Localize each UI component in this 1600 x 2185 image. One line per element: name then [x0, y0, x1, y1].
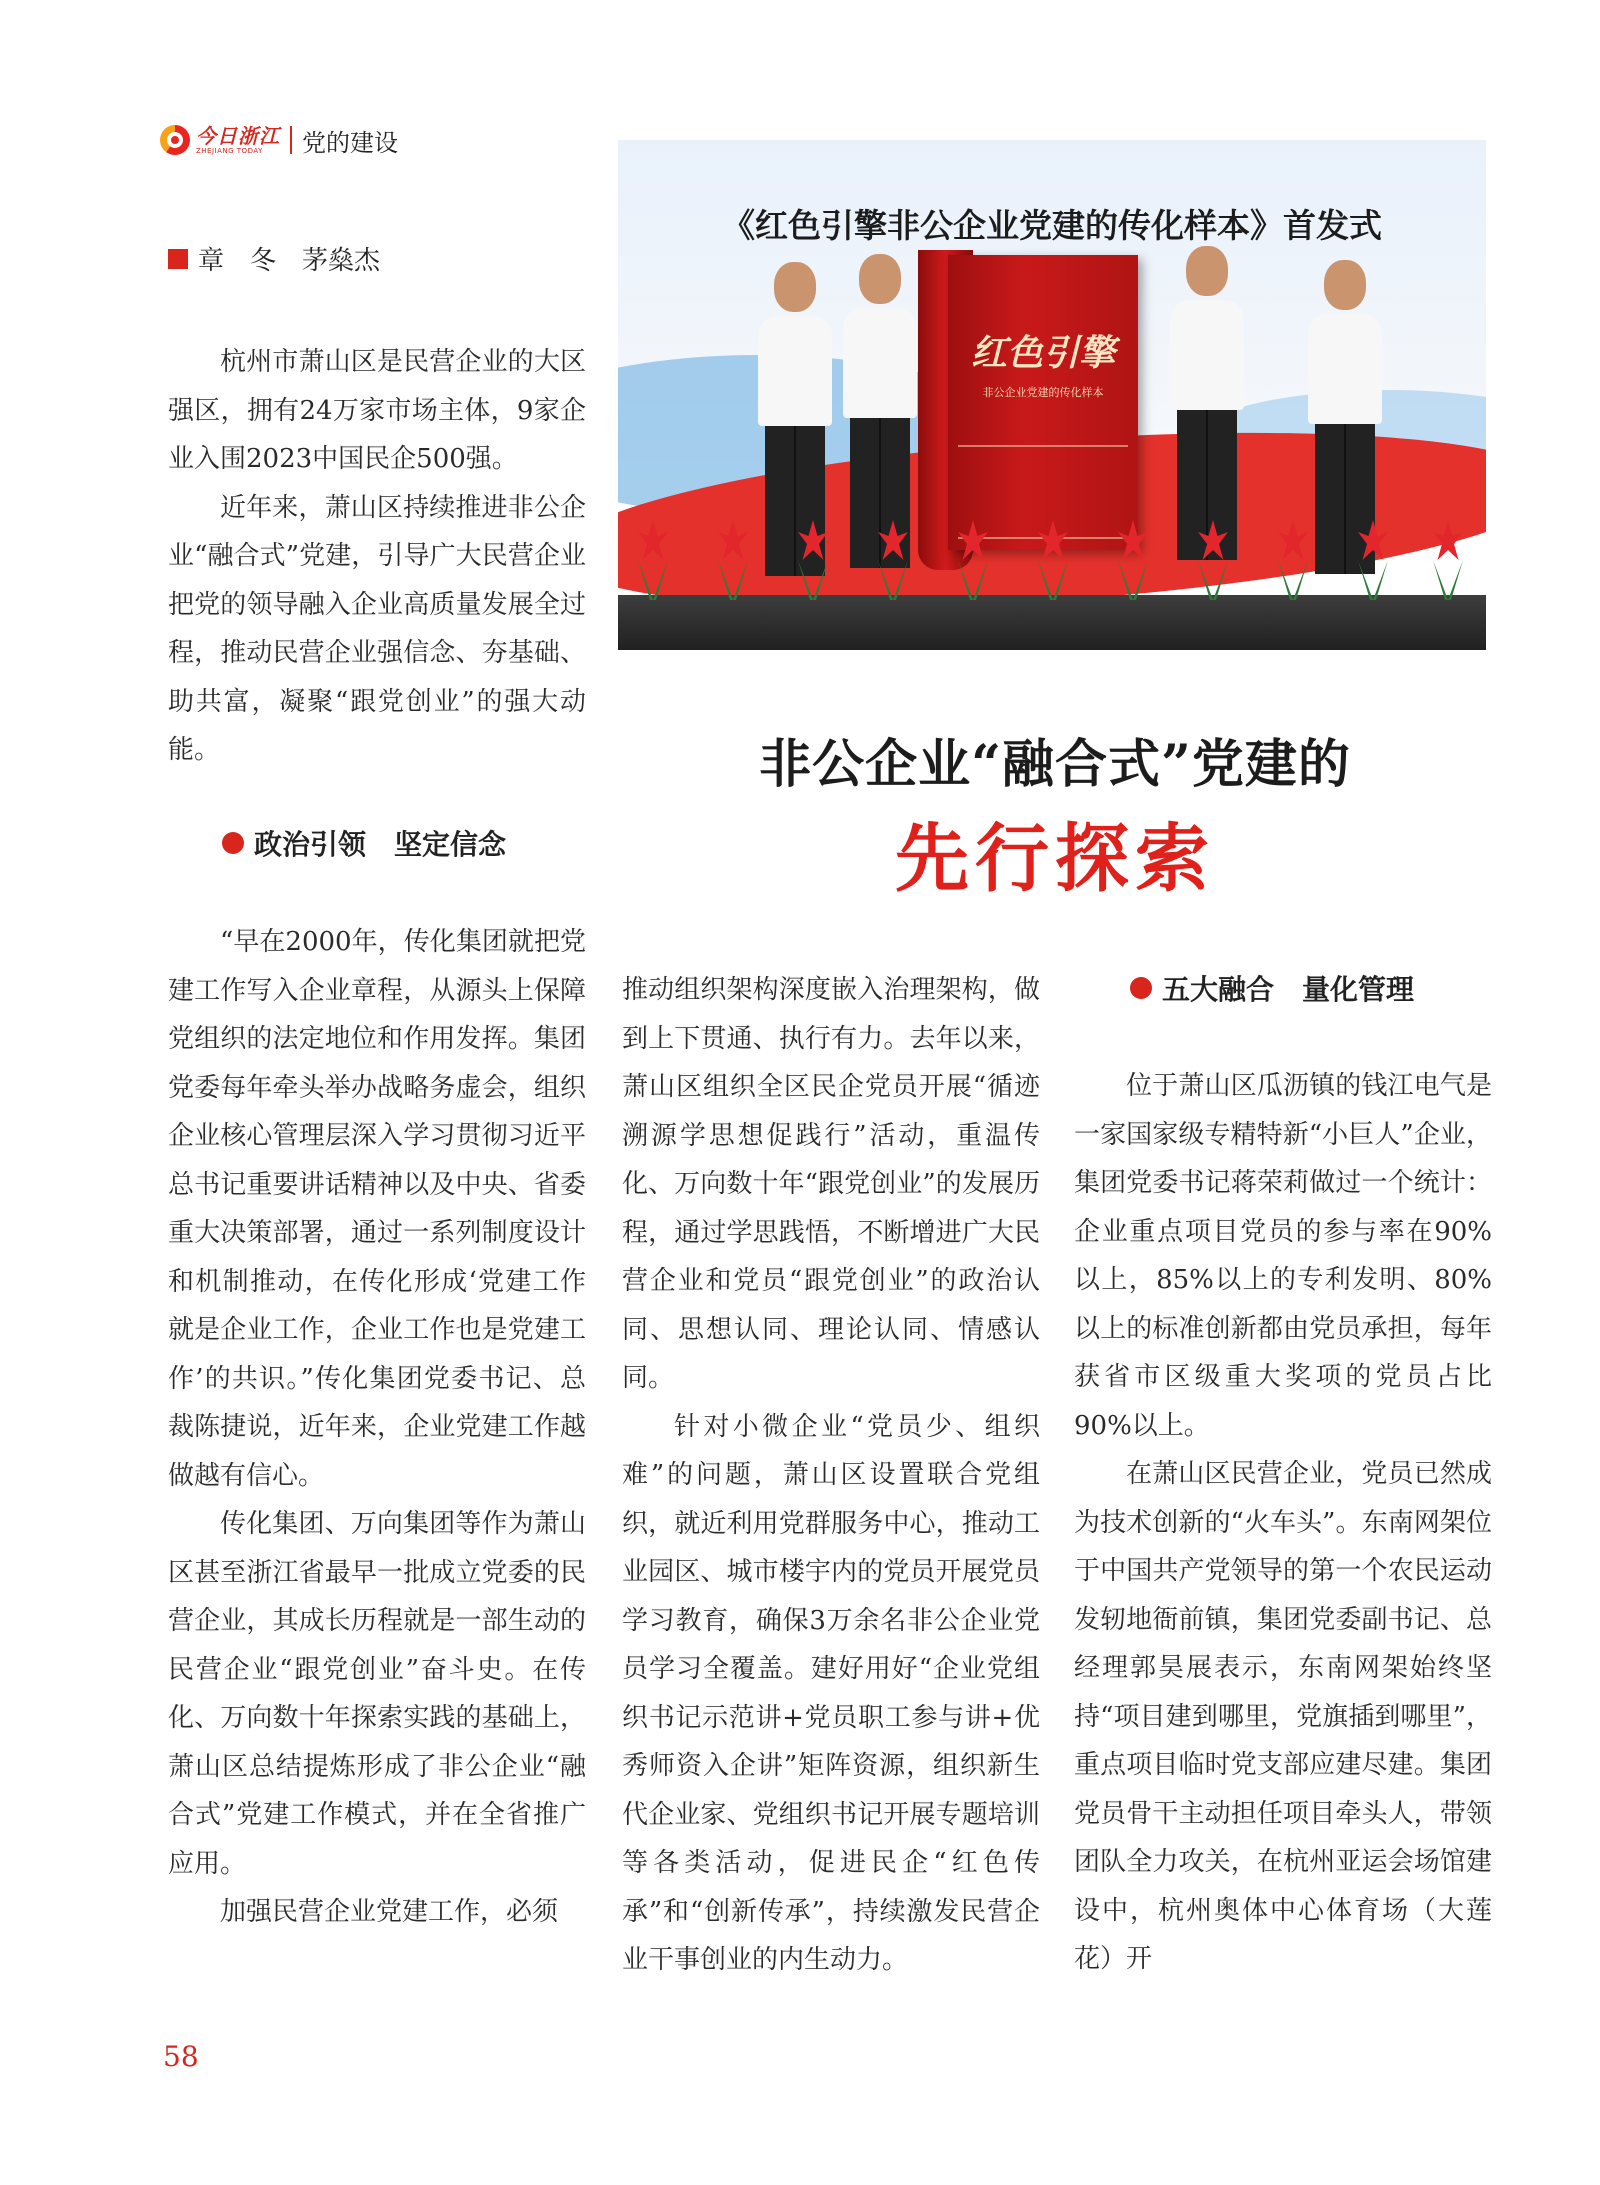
subhead-text: 五大融合 量化管理 — [1162, 973, 1415, 1006]
book-subtitle: 非公企业党建的传化样本 — [982, 386, 1104, 399]
logo-subtext: ZHEJIANG TODAY — [196, 146, 263, 155]
byline — [168, 240, 380, 277]
flower-pot — [1118, 520, 1148, 600]
logo — [196, 123, 280, 155]
book-title: 红色引擎 — [970, 332, 1115, 374]
flower-pot — [718, 520, 748, 600]
paragraph: 传化集团、万向集团等作为萧山区甚至浙江省最早一批成立党委的民营企业，其成长历程就是一部生动的民营企业“跟党创业”奋斗史。在传化、万向数十年探索实践的基础上，萧山区总结提炼形成了非公企业“融合式”党建工作模式，并在全省推广应用。 — [168, 1509, 586, 1879]
byline-square-icon — [168, 249, 188, 269]
column-1-text — [168, 918, 586, 1937]
paragraph: 加强民营企业党建工作，必须 — [220, 1897, 559, 1927]
logo-icon — [160, 125, 190, 155]
paragraph: 针对小微企业“党员少、组织难”的问题，萧山区设置联合党组织，就近利用党群服务中心，推动工业园区、城市楼宇内的党员开展党员学习教育，确保3万余名非公企业党员学习全覆盖。建好用好“企业党组织书记示范讲+党员职工参与讲+优秀师资入企讲”矩阵资源，组织新生代企业家、党组织书记开展专题培训等各类活动，促进民企“红色传承”和“创新传承”，持续激发民营企业干事创业的内生动力。 — [622, 1411, 1040, 1975]
flower-pot — [798, 520, 828, 600]
column-2-text — [622, 966, 1040, 1985]
subhead-five-integrations — [1130, 968, 1414, 1008]
paragraph: 位于萧山区瓜沥镇的钱江电气是一家国家级专精特新“小巨人”企业，集团党委书记蒋荣莉做过一个统计：企业重点项目党员的参与率在90%以上，85%以上的专利发明、80%以上的标准创新都由党员承担，每年获省市区级重大奖项的党员占比90%以上。 — [1074, 1071, 1492, 1441]
paragraph: 近年来，萧山区持续推进非公企业“融合式”党建，引导广大民营企业把党的领导融入企业高质量发展全过程，推动民营企业强信念、夯基础、助共富，凝聚“跟党创业”的强大动能。 — [168, 492, 586, 765]
flower-pot — [958, 520, 988, 600]
flower-pot — [1278, 520, 1308, 600]
paragraph: 在萧山区民营企业，党员已然成为技术创新的“火车头”。东南网架位于中国共产党领导的第一个农民运动发轫地衙前镇，集团党委副书记、总经理郭昊展表示，东南网架始终坚持“项目建到哪里，党旗插到哪里”，重点项目临时党支部应建尽建。集团党员骨干主动担任项目牵头人，带领团队全力攻关，在杭州亚运会场馆建设中，杭州奥体中心体育场（大莲花）开 — [1074, 1459, 1492, 1974]
launch-ceremony-photo — [618, 140, 1486, 650]
masthead — [160, 122, 398, 158]
author-names: 章 冬 茅燊杰 — [198, 246, 381, 276]
flower-pot — [638, 520, 668, 600]
subhead-text: 政治引领 坚定信念 — [254, 828, 507, 861]
flower-pot — [1198, 520, 1228, 600]
flower-pot — [1038, 520, 1068, 600]
flower-pot — [878, 520, 908, 600]
paragraph: “早在2000年，传化集团就把党建工作写入企业章程，从源头上保障党组织的法定地位和作用发挥。集团党委每年牵头举办战略务虚会，组织企业核心管理层深入学习贯彻习近平总书记重要讲话精神以及中央、省委重大决策部署，通过一系列制度设计和机制推动，在传化形成‘党建工作就是企业工作，企业工作也是党建工作’的共识。”传化集团党委书记、总裁陈捷说，近年来，企业党建工作越做越有信心。 — [168, 927, 586, 1491]
header-divider — [290, 126, 292, 154]
paragraph: 推动组织架构深度嵌入治理架构，做到上下贯通、执行有力。去年以来，萧山区组织全区民企党员开展“循迹溯源学思想促践行”活动，重温传化、万向数十年“跟党创业”的发展历程，通过学思践悟，不断增进广大民营企业和党员“跟党创业”的政治认同、思想认同、理论认同、情感认同。 — [622, 975, 1040, 1393]
article-title: 非公企业“融合式”党建的 — [759, 734, 1351, 795]
subhead-political-guidance — [222, 823, 506, 863]
bullet-dot-icon — [1130, 977, 1152, 999]
article-title-highlight: 先行探索 — [895, 816, 1215, 902]
flower-pot — [1358, 520, 1388, 600]
intro-text — [168, 338, 586, 775]
flower-pot — [1433, 520, 1463, 600]
logo-text: 今日浙江 — [196, 123, 280, 148]
bullet-dot-icon — [222, 832, 244, 854]
book-cover — [948, 255, 1138, 550]
photo-banner-text: 《红色引擎非公企业党建的传化样本》首发式 — [722, 206, 1382, 245]
column-3-text — [1074, 1062, 1492, 1984]
section-name: 党的建设 — [302, 128, 398, 157]
person-3 — [1170, 246, 1244, 560]
paragraph: 杭州市萧山区是民营企业的大区强区，拥有24万家市场主体，9家企业入围2023中国民企500强。 — [168, 347, 586, 474]
page-number: 58 — [163, 2040, 199, 2073]
